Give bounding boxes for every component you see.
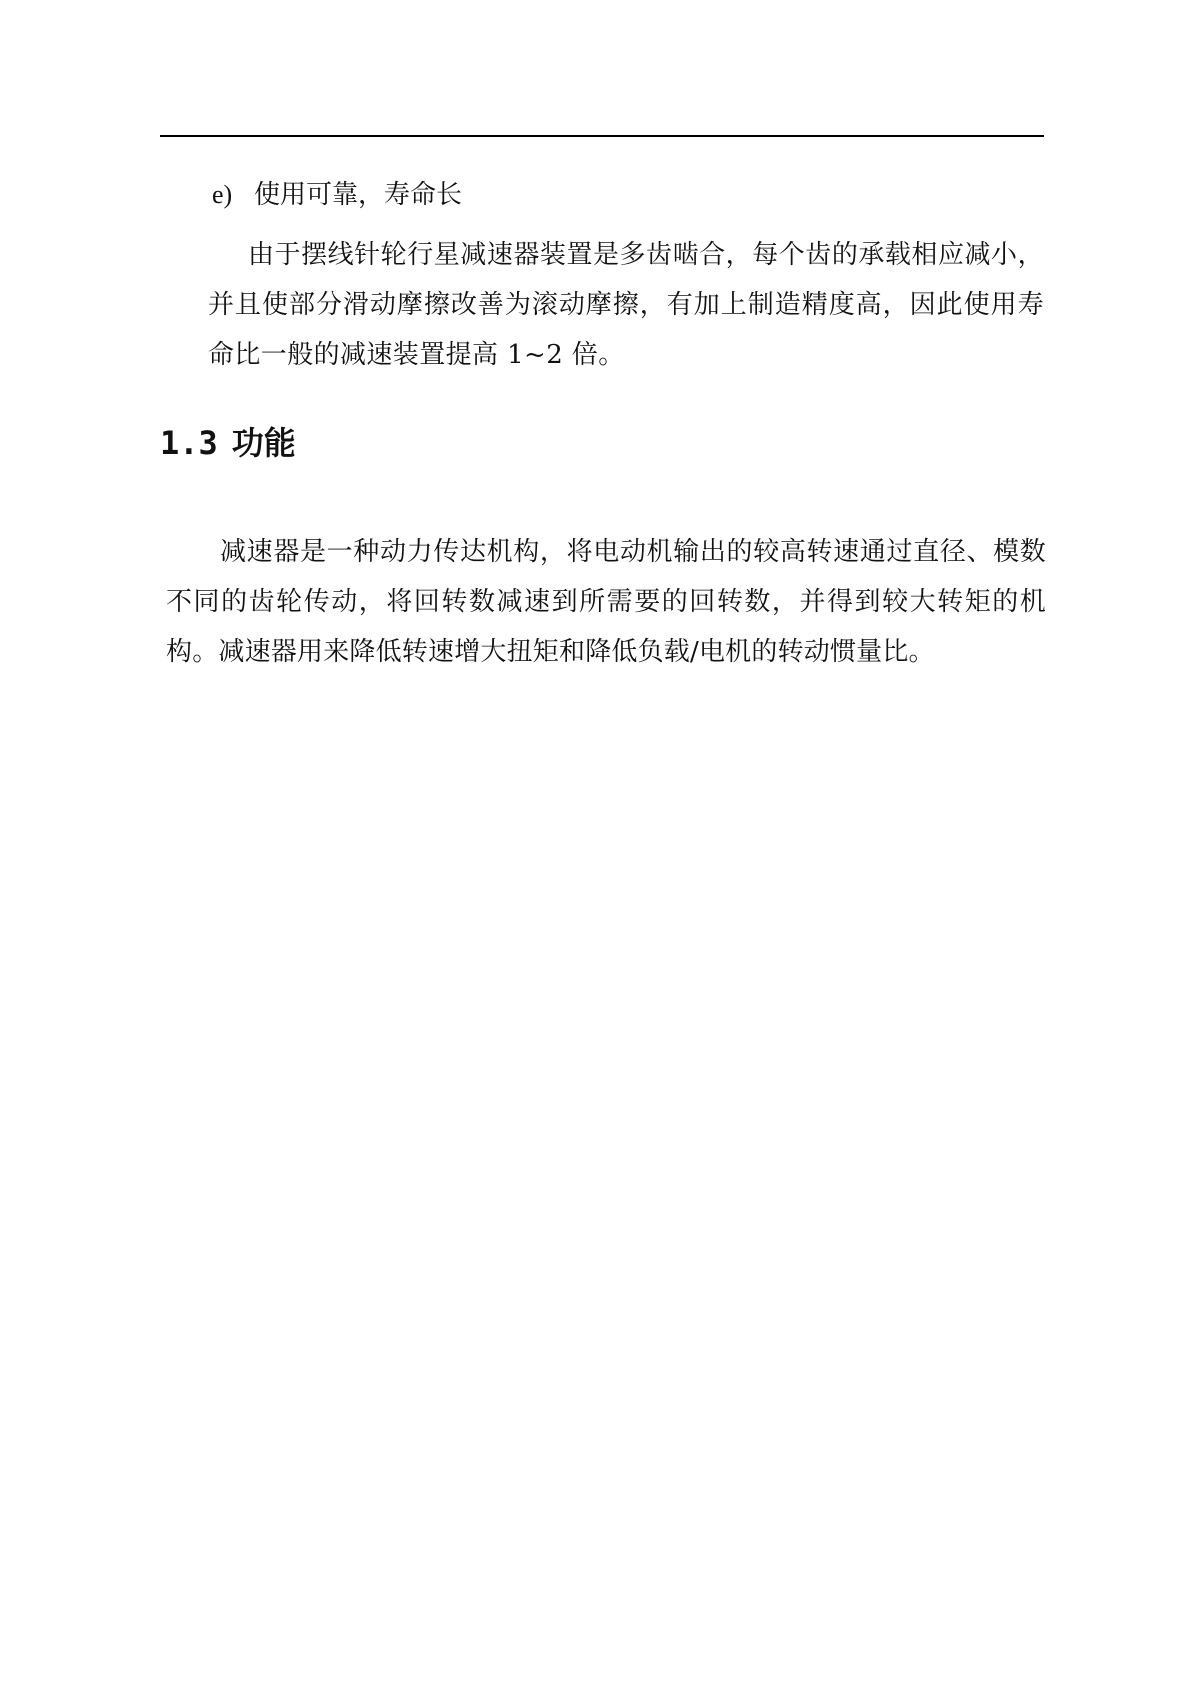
paragraph-function: 减速器是一种动力传达机构，将电动机输出的较高转速通过直径、模数不同的齿轮传动，将回转数减速到所需要的回转数，并得到较大转矩的机构。减速器用来降低转速增大扭矩和降低负载/电机的转动惯量比。 (166, 537, 1046, 667)
paragraph-lifespan: 由于摆线针轮行星减速器装置是多齿啮合，每个齿的承载相应减小，并且使部分滑动摩擦改善为滚动摩擦，有加上制造精度高，因此使用寿命比一般的减速装置提高 1~2 倍。 (208, 240, 1044, 370)
list-item-text: 使用可靠，寿命长 (254, 180, 463, 210)
list-marker: e) (212, 180, 233, 209)
list-item (212, 179, 462, 211)
section-title: 功能 (231, 424, 296, 462)
header-rule (160, 135, 1044, 137)
section-heading (160, 423, 296, 463)
section-number: 1.3 (160, 424, 218, 462)
